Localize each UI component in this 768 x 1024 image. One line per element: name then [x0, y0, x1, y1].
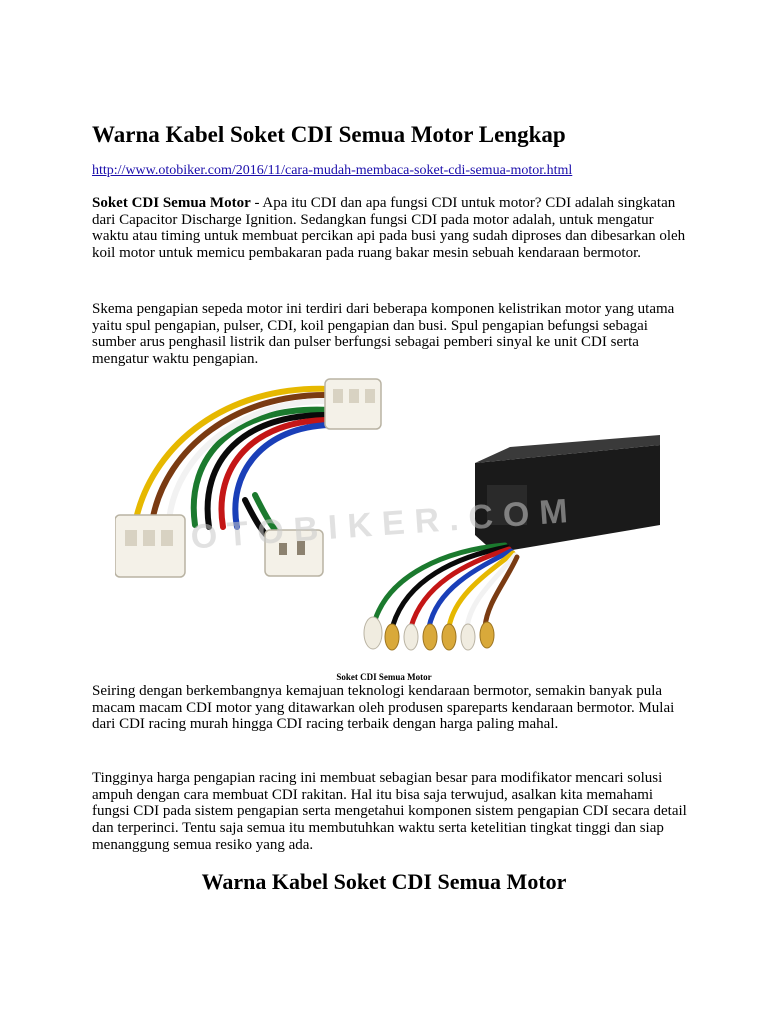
article-title: Warna Kabel Soket CDI Semua Motor Lengkap [92, 122, 566, 147]
cdi-variety-paragraph: Seiring dengan berkembangnya kemajuan teknologi kendaraan bermotor, semakin banyak pula macam macam CDI motor yang ditawarkan oleh produsen spareparts kendaraan bermotor. Mulai dari CDI racing murah hingga CDI racing terbaik dengan harga paling mahal. [92, 683, 675, 733]
wire-r-white [467, 555, 515, 627]
wire-r-brown [485, 557, 517, 627]
intro-bold-term: Soket CDI Semua Motor [92, 195, 251, 211]
source-link[interactable]: http://www.otobiker.com/2016/11/cara-mudah-membaca-soket-cdi-semua-motor.html [92, 163, 573, 178]
intro-text: - Apa itu CDI dan apa fungsi CDI untuk motor? CDI adalah singkatan dari Capacitor Discharge Ignition. Sedangkan fungsi CDI pada motor adalah, untuk mengatur waktu atau timing untuk membuat percikan api pada busi yang sudah diproses dan dibesarkan oleh koil motor untuk memicu pembakaran pada ruang bakar mesin sebuah kendaraan bermotor. [92, 195, 686, 262]
racing-cdi-paragraph: Tingginya harga pengapian racing ini membuat sebagian besar para modifikator mencari solusi ampuh dengan cara membuat CDI rakitan. Hal itu bisa saja terwujud, asalkan kita memahami fungsi CDI pada sistem pengapian serta mengetahui komponen sistem pengapian CDI secara detail dan terperinci. Tentu saja semua itu membutuhkan waktu serta ketelitian tingkat tinggi dan siap menanggung semua resiko yang ada. [92, 770, 687, 853]
intro-paragraph [92, 195, 692, 262]
wire-bundle-right [375, 545, 517, 627]
left-connector [115, 515, 185, 577]
image-watermark: OTOBIKER.COM [189, 491, 579, 557]
section-heading: Warna Kabel Soket CDI Semua Motor [201, 869, 567, 894]
wire-r-yellow [449, 553, 513, 627]
cdi-socket-photo [115, 375, 660, 667]
ignition-scheme-paragraph: Skema pengapian sepeda motor ini terdiri dari beberapa komponen kelistrikan motor yang utama yaitu spul pengapian, pulser, CDI, koil pengapian dan busi. Spul pengapian befungsi sebagai sumber arus penghasil listrik dan pulser berfungsi sebagai pemberi sinyal ke unit CDI serta mengatur waktu pengapian. [92, 301, 675, 368]
top-connector [325, 379, 381, 429]
image-caption: Soket CDI Semua Motor [336, 672, 432, 682]
